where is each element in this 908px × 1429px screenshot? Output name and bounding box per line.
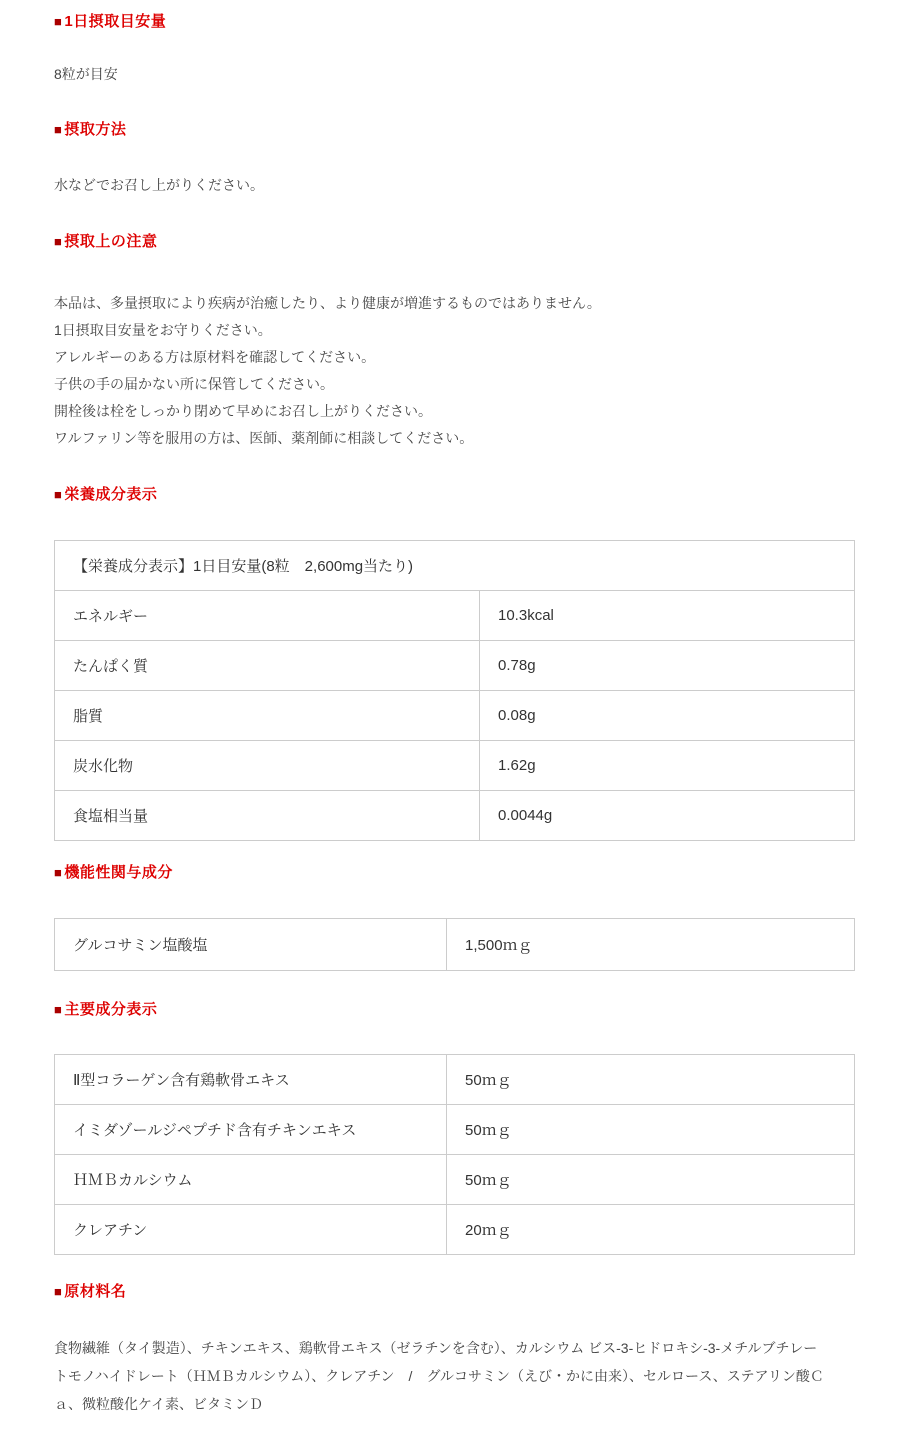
nutrient-value: 10.3kcal bbox=[480, 591, 855, 641]
table-row bbox=[55, 1155, 855, 1205]
daily-amount-text: 8粒が目安 bbox=[54, 66, 118, 82]
section-bullet-icon: ■ bbox=[54, 865, 63, 880]
ingredients-text bbox=[54, 1334, 854, 1418]
main-components-table bbox=[54, 1054, 855, 1255]
table-row bbox=[55, 919, 855, 971]
component-label: イミダゾールジペプチド含有チキンエキス bbox=[55, 1105, 447, 1155]
nutrition-table-caption: 【栄養成分表示】1日目安量(8粒 2,600mg当たり) bbox=[55, 541, 855, 591]
section-header-main-components bbox=[54, 1002, 854, 1018]
table-caption-row bbox=[55, 541, 855, 591]
nutrient-label: たんぱく質 bbox=[55, 641, 480, 691]
section-bullet-icon: ■ bbox=[54, 1002, 63, 1017]
section-header-label: 摂取方法 bbox=[64, 121, 127, 138]
section-header-label: 摂取上の注意 bbox=[64, 233, 158, 250]
ingredients-line: 食物繊維（タイ製造）、チキンエキス、鶏軟骨エキス（ゼラチンを含む）、カルシウム ビス-3-ヒドロキシ-3-メチルブチレー bbox=[54, 1340, 818, 1356]
precaution-line: 本品は、多量摂取により疾病が治癒したり、より健康が増進するものではありません。 bbox=[54, 295, 601, 311]
nutrition-table bbox=[54, 540, 855, 841]
ingredient-label: グルコサミン塩酸塩 bbox=[55, 919, 447, 971]
component-label: ＨＭＢカルシウム bbox=[55, 1155, 447, 1205]
precaution-line: 1日摂取目安量をお守りください。 bbox=[54, 322, 272, 338]
section-header-label: 原材料名 bbox=[64, 1283, 127, 1300]
table-row bbox=[55, 741, 855, 791]
table-row bbox=[55, 691, 855, 741]
section-header-nutrition bbox=[54, 487, 854, 503]
nutrient-label: エネルギー bbox=[55, 591, 480, 641]
ingredients-line: トモノハイドレート（ＨＭＢカルシウム）、クレアチン / グルコサミン（えび・かに由来）、セルロース、ステアリン酸Ｃ bbox=[54, 1368, 824, 1384]
component-value: 50ｍｇ bbox=[447, 1105, 855, 1155]
section-bullet-icon: ■ bbox=[54, 487, 63, 502]
precautions-list bbox=[54, 290, 854, 452]
section-header-label: 主要成分表示 bbox=[64, 1001, 158, 1018]
table-row bbox=[55, 1205, 855, 1255]
table-row bbox=[55, 641, 855, 691]
functional-ingredients-table bbox=[54, 918, 855, 971]
section-header-daily-amount bbox=[54, 14, 854, 30]
ingredient-value: 1,500ｍｇ bbox=[447, 919, 855, 971]
section-header-ingredients bbox=[54, 1284, 854, 1300]
section-header-label: 機能性関与成分 bbox=[64, 864, 173, 881]
section-header-method bbox=[54, 122, 854, 138]
nutrient-label: 炭水化物 bbox=[55, 741, 480, 791]
table-row bbox=[55, 791, 855, 841]
nutrient-label: 脂質 bbox=[55, 691, 480, 741]
precaution-line: 開栓後は栓をしっかり閉めて早めにお召し上がりください。 bbox=[54, 403, 432, 419]
nutrient-value: 0.78g bbox=[480, 641, 855, 691]
component-value: 50ｍｇ bbox=[447, 1155, 855, 1205]
nutrient-value: 0.0044g bbox=[480, 791, 855, 841]
section-bullet-icon: ■ bbox=[54, 234, 63, 249]
nutrient-label: 食塩相当量 bbox=[55, 791, 480, 841]
product-info-page bbox=[54, 0, 854, 1429]
nutrient-value: 1.62g bbox=[480, 741, 855, 791]
nutrient-value: 0.08g bbox=[480, 691, 855, 741]
section-header-label: 栄養成分表示 bbox=[64, 486, 158, 503]
table-row bbox=[55, 1105, 855, 1155]
ingredients-line: ａ、微粒酸化ケイ素、ビタミンＤ bbox=[54, 1396, 264, 1412]
precaution-line: ワルファリン等を服用の方は、医師、薬剤師に相談してください。 bbox=[54, 430, 474, 446]
section-header-precautions bbox=[54, 234, 854, 250]
table-row bbox=[55, 1055, 855, 1105]
component-label: Ⅱ型コラーゲン含有鶏軟骨エキス bbox=[55, 1055, 447, 1105]
section-bullet-icon: ■ bbox=[54, 122, 63, 137]
section-bullet-icon: ■ bbox=[54, 14, 63, 29]
component-label: クレアチン bbox=[55, 1205, 447, 1255]
component-value: 50ｍｇ bbox=[447, 1055, 855, 1105]
precaution-line: アレルギーのある方は原材料を確認してください。 bbox=[54, 349, 376, 365]
component-value: 20ｍｇ bbox=[447, 1205, 855, 1255]
section-bullet-icon: ■ bbox=[54, 1284, 63, 1299]
section-header-label: 1日摂取目安量 bbox=[64, 13, 167, 30]
table-row bbox=[55, 591, 855, 641]
section-header-functional bbox=[54, 865, 854, 881]
precaution-line: 子供の手の届かない所に保管してください。 bbox=[54, 376, 334, 392]
method-text: 水などでお召し上がりください。 bbox=[54, 177, 264, 193]
